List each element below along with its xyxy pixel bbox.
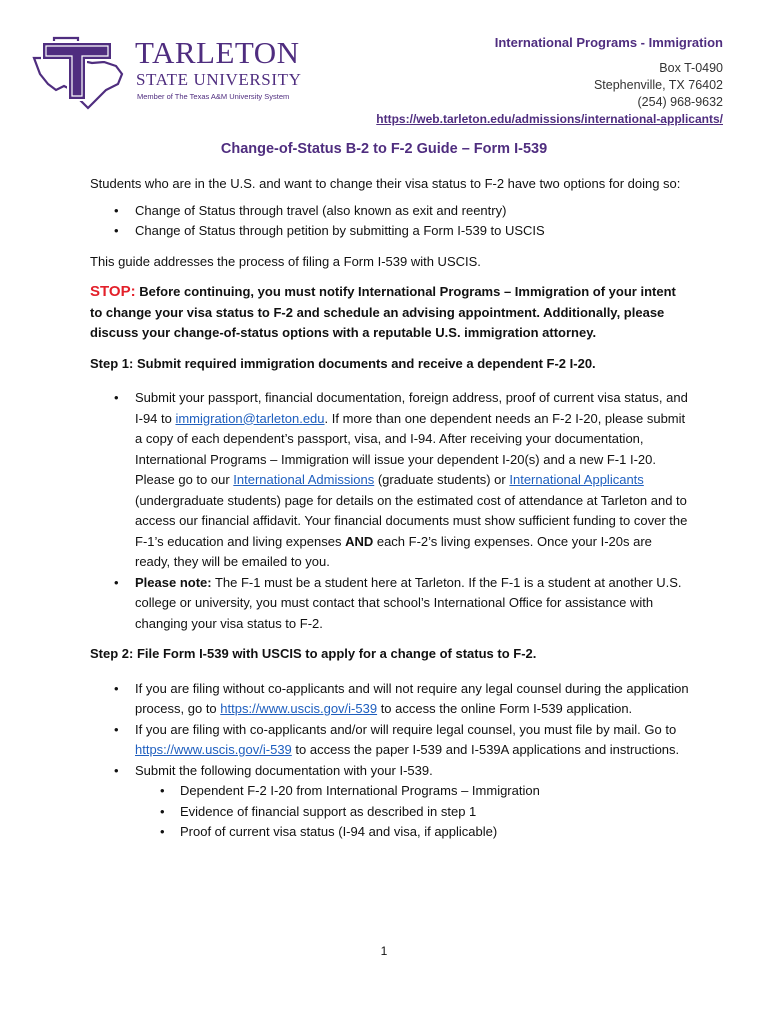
document-body [90,174,690,843]
texas-t-logo-icon [26,30,131,110]
logo-member-line: Member of The Texas A&M University System [137,92,290,101]
step2-heading: Step 2: File Form I-539 with USCIS to apply for a change of status to F-2. [90,646,537,661]
department-name: International Programs - Immigration [494,35,723,50]
contact-block [376,34,723,128]
list-item: • Change of Status through petition by submitting a Form I-539 to USCIS [90,221,690,242]
stop-notice [90,282,690,344]
list-item: • Submit the following documentation with your I-539. [90,761,690,782]
list-item: • Dependent F-2 I-20 from International Programs – Immigration [134,781,690,802]
list-item: • Evidence of financial support as described in step 1 [134,802,690,823]
logo-subtitle: STATE UNIVERSITY [136,70,302,89]
step1-heading: Step 1: Submit required immigration documents and receive a dependent F-2 I-20. [90,355,596,371]
logo-name: TARLETON [135,35,300,70]
step1-list [90,388,690,634]
international-admissions-link[interactable]: International Admissions [233,472,375,487]
city-address: Stephenville, TX 76402 [593,78,723,92]
list-item: • Change of Status through travel (also known as exit and reentry) [90,201,690,222]
note-label: Please note: [135,574,212,590]
page-number: 1 [380,944,388,958]
list-item: • Submit your passport, financial documentation, foreign address, proof of current visa status, and I-94 to immigration@tarleton.edu. If more than one dependent needs an F-2 I-20, please submit a copy of each dependent’s passport, visa, and I-94. After receiving your documentation, International Programs – Immigration will issue your dependent I-20(s) and a new F-1 I-20. Please go to our International Admissions (graduate students) or International Applicants (undergraduate students) page for details on the estimated cost of attendance at Tarleton and to access our financial affidavit. Your financial documents must show sufficient funding to cover the F-1’s education and living expenses AND each F-2’s living expenses. Once your I-20s are ready, they will be emailed to you. [90,388,690,573]
sub-list-container [90,781,690,843]
email-link[interactable]: immigration@tarleton.edu [175,410,325,426]
list-item: • Proof of current visa status (I-94 and visa, if applicable) [134,822,690,843]
uscis-paper-link[interactable]: https://www.uscis.gov/i-539 [135,742,292,757]
options-list [90,201,690,242]
list-item: • If you are filing with co-applicants and/or will require legal counsel, you must file by mail. Go to https://www.uscis.gov/i-539 to access the paper I-539 and I-539A applications and instructions. [90,720,690,761]
uscis-online-link[interactable]: https://www.uscis.gov/i-539 [220,701,378,716]
intro-paragraph: Students who are in the U.S. and want to change their visa status to F-2 have two options for doing so: [90,176,681,191]
international-applicants-link[interactable]: International Applicants [509,472,644,487]
step2-list [90,679,690,843]
website-link[interactable]: https://web.tarleton.edu/admissions/international-applicants/ [376,112,723,126]
phone-number: (254) 968-9632 [637,95,723,109]
stop-text: Before continuing, you must notify International Programs – Immigration of your intent to change your visa status to F-2 and schedule an advising appointment. Additionally, please discuss your change-of-status options with a reputable U.S. immigration attorney. [90,284,676,340]
documentation-sublist [134,781,690,843]
list-item: • Please note: The F-1 must be a student here at Tarleton. If the F-1 is a student at another U.S. college or university, you must contact that school’s International Office for assistance with changing your visa status to F-2. [90,573,690,635]
list-item: • If you are filing without co-applicants and will not require any legal counsel during the application process, go to https://www.uscis.gov/i-539 to access the online Form I-539 application. [90,679,690,720]
university-logo [26,30,302,110]
document-title: Change-of-Status B-2 to F-2 Guide – Form I-539 [220,141,548,157]
mailbox: Box T-0490 [659,61,723,75]
stop-label: STOP: [90,283,136,300]
guide-scope-paragraph: This guide addresses the process of filing a Form I-539 with USCIS. [90,253,481,269]
